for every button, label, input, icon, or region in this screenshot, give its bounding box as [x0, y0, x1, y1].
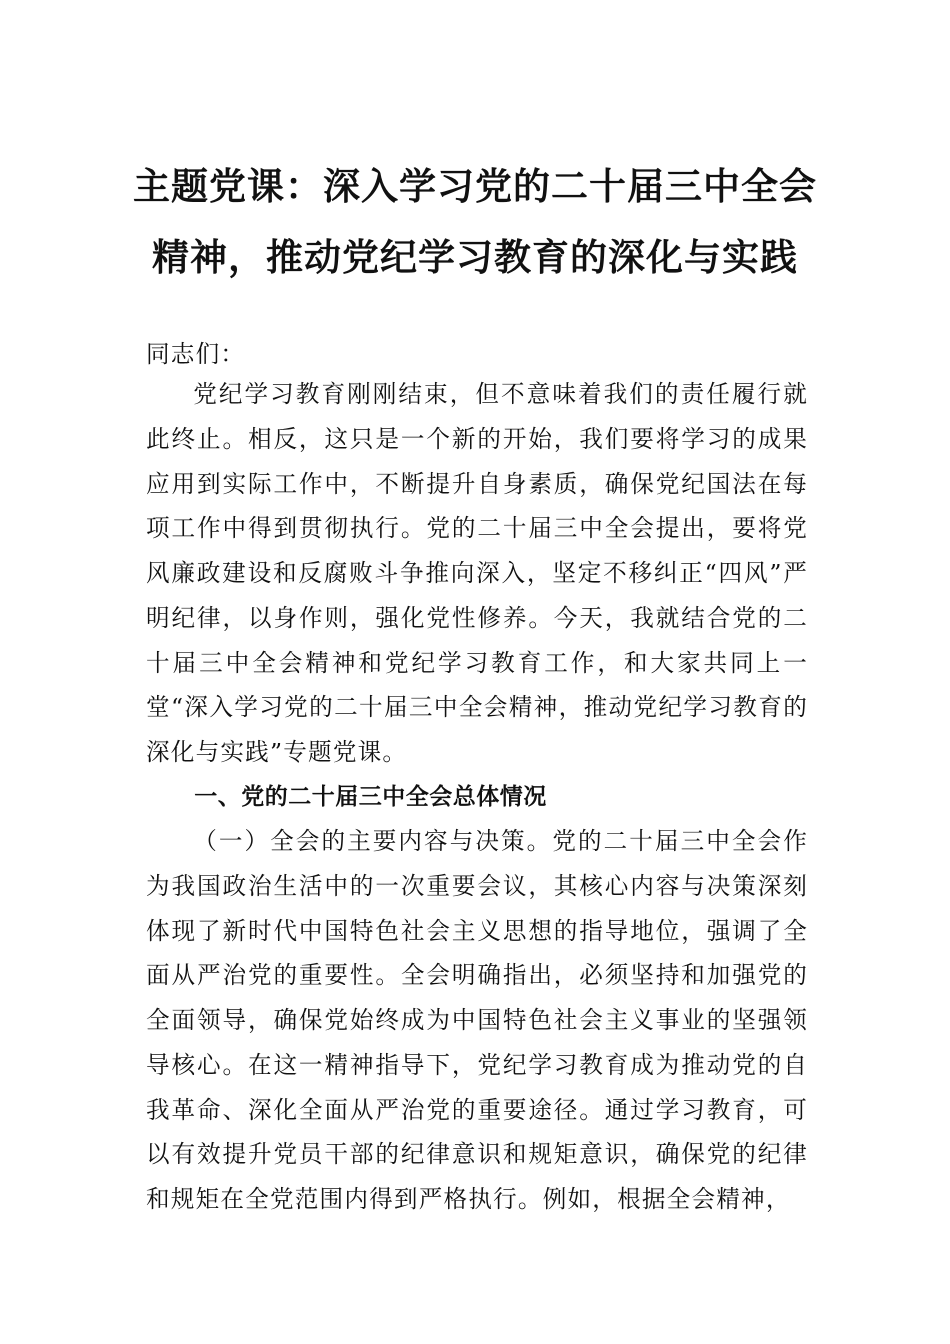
salutation: 同志们： [146, 340, 246, 368]
document-title-line-2: 精神，推动党纪学习教育的深化与实践 [152, 235, 798, 279]
intro-paragraph: 党纪学习教育刚刚结束，但不意味着我们的责任履行就此终止。相反，这只是一个新的开始，我们要将学习的成果应用到实际工作中，不断提升自身素质，确保党纪国法在每项工作中得到贯彻执行。党的二十届三中全会提出，要将党风廉政建设和反腐败斗争推向深入，坚定不移纠正“四风”严明纪律，以身作则，强化党性修养。今天，我就结合党的二十届三中全会精神和党纪学习教育工作，和大家共同上一堂“深入学习党的二十届三中全会精神，推动党纪学习教育的深化与实践”专题党课。 [146, 380, 808, 766]
section-1-paragraph-1: （一）全会的主要内容与决策。党的二十届三中全会作为我国政治生活中的一次重要会议，其核心内容与决策深刻体现了新时代中国特色社会主义思想的指导地位，强调了全面从严治党的重要性。全会明确指出，必须坚持和加强党的全面领导，确保党始终成为中国特色社会主义事业的坚强领导核心。在这一精神指导下，党纪学习教育成为推动党的自我革命、深化全面从严治党的重要途径。通过学习教育，可以有效提升党员干部的纪律意识和规矩意识，确保党的纪律和规矩在全党范围内得到严格执行。例如，根据全会精神， [146, 827, 808, 1213]
section-heading-1: 一、党的二十届三中全会总体情况 [194, 784, 547, 810]
document-title-line-1: 主题党课：深入学习党的二十届三中全会 [133, 164, 817, 208]
